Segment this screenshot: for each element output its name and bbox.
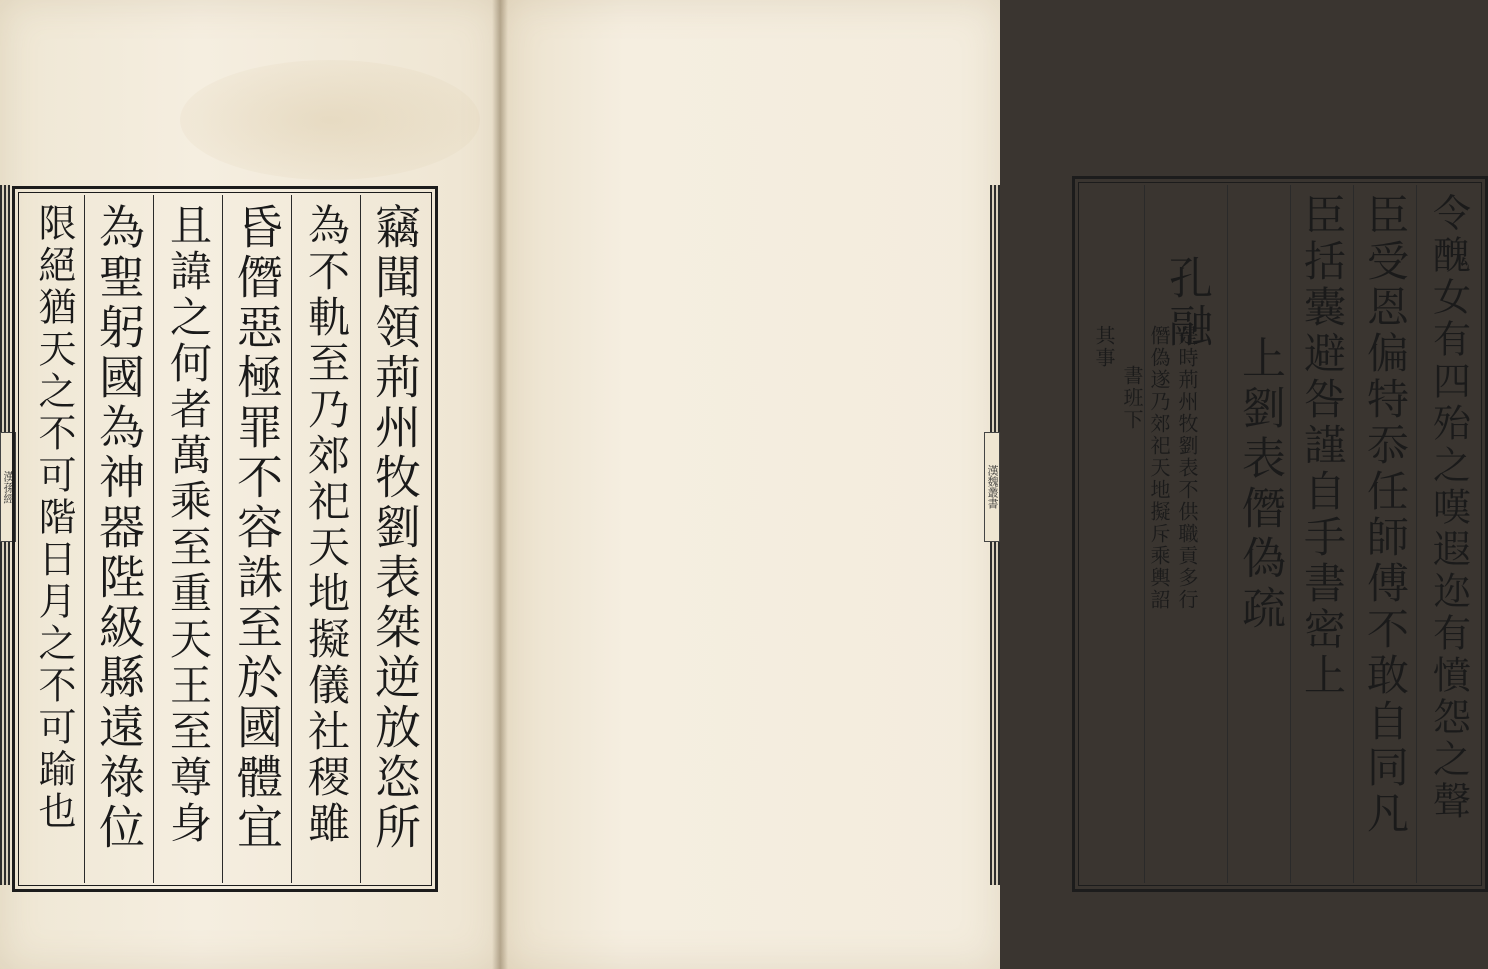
text-column xyxy=(1227,185,1290,883)
text-frame-left xyxy=(12,186,438,892)
annotation-line: 其事 xyxy=(1092,325,1116,369)
column-text: 限絕猶天之不可階日月之不可踰也 xyxy=(32,203,76,833)
text-frame-right xyxy=(1072,176,1488,892)
column-text: 臣受恩偏特忝任師傅不敢自同凡 xyxy=(1361,193,1410,837)
column-text: 且諱之何者萬乘至重天王至尊身 xyxy=(164,203,213,847)
text-column xyxy=(222,195,291,883)
text-column xyxy=(1290,185,1353,883)
paper-stain xyxy=(180,60,480,180)
annotation-line: 是時荊州牧劉表不供職貢多行 xyxy=(1175,325,1199,611)
annotation-block xyxy=(1092,325,1144,431)
edge-label-right: 漢魏叢書 xyxy=(984,432,1000,542)
text-column xyxy=(360,195,429,883)
annotation-line: 僭偽遂乃郊祀天地擬斥乘輿詔 xyxy=(1147,325,1171,611)
book-gutter xyxy=(492,0,508,969)
edge-label-left: 漢孫經 xyxy=(0,432,16,542)
text-column xyxy=(1353,185,1416,883)
text-column xyxy=(1144,185,1227,883)
author-name: 孔融 xyxy=(1161,255,1212,351)
essay-title: 上劉表僭偽疏 xyxy=(1234,335,1285,635)
column-text: 臣括囊避咎謹自手書密上 xyxy=(1298,193,1347,699)
text-column xyxy=(153,195,222,883)
text-column xyxy=(24,195,84,883)
column-text: 令醜女有四殆之嘆遐迩有憤怨之聲 xyxy=(1426,193,1471,823)
text-column xyxy=(291,195,360,883)
column-text: 為不軌至乃郊祀天地擬儀社稷雖 xyxy=(302,203,351,847)
text-column xyxy=(1084,185,1144,883)
text-column xyxy=(1416,185,1479,883)
column-text: 竊聞領荊州牧劉表桀逆放恣所 xyxy=(368,203,422,853)
column-text: 昏僭惡極罪不容誅至於國體宜 xyxy=(230,203,284,853)
text-column xyxy=(84,195,153,883)
annotation-block xyxy=(1147,325,1199,611)
right-page xyxy=(500,0,1471,969)
left-page xyxy=(0,0,500,969)
column-text: 為聖躬國為神器陛級縣遠祿位 xyxy=(92,203,146,853)
annotation-line: 書班下 xyxy=(1120,365,1144,431)
